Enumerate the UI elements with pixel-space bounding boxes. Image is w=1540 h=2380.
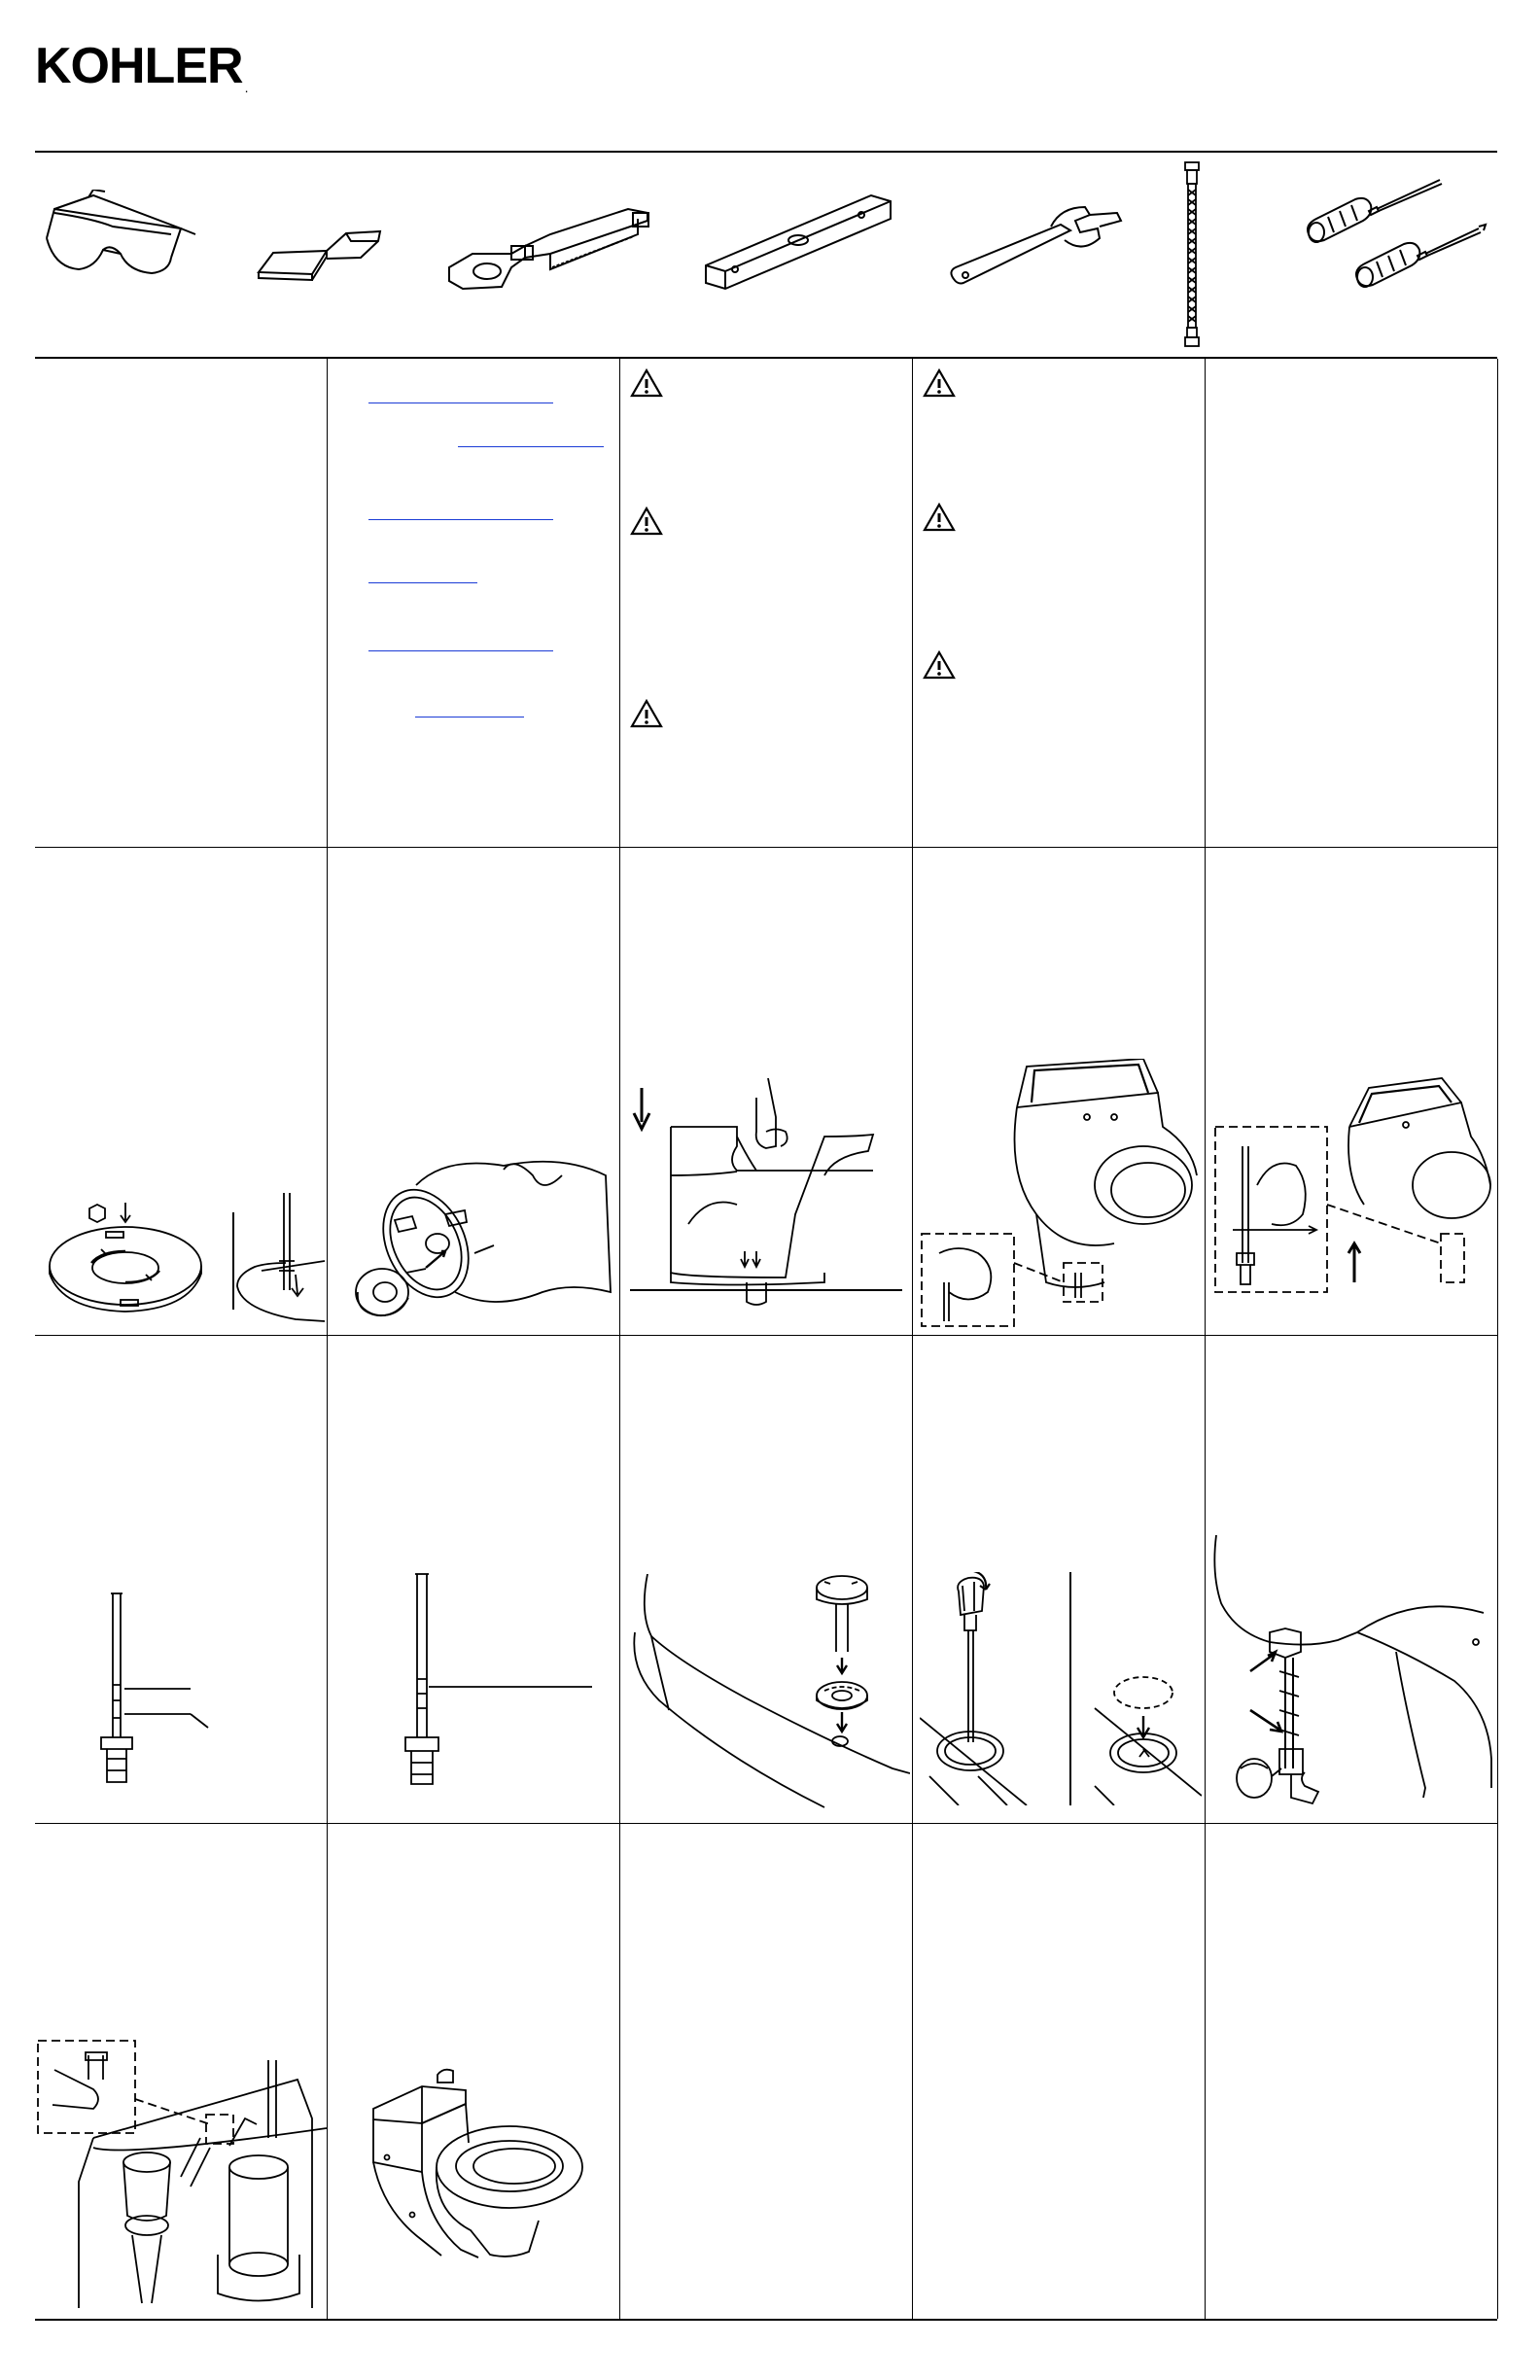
link-2[interactable]: [458, 446, 604, 447]
warning-icon: [630, 368, 663, 398]
warning-icon: [630, 699, 663, 728]
bolt-cut-illustration: [388, 1572, 612, 1786]
wax-ring-illustration: [348, 1137, 620, 1331]
screwdrivers-icon: [1299, 178, 1493, 304]
bolt-measure-illustration: [93, 1592, 268, 1786]
links-panel: [328, 359, 619, 847]
tank-valve-illustration: [35, 2012, 327, 2308]
supply-line-icon: [1177, 160, 1207, 350]
header-rule: [35, 151, 1497, 153]
link-6[interactable]: [415, 717, 524, 718]
warning-icon: [923, 368, 956, 398]
warnings-panel-2: [913, 359, 1205, 847]
finished-toilet-illustration: [364, 2065, 587, 2259]
level-icon: [701, 190, 895, 297]
toilet-bolt-lift-illustration: [1213, 1059, 1495, 1331]
putty-knife-icon: [254, 214, 390, 292]
warnings-panel-1: [620, 359, 912, 847]
warning-icon: [923, 650, 956, 680]
warning-icon: [923, 503, 956, 532]
brand-mark: .: [244, 80, 248, 95]
link-5[interactable]: [368, 650, 553, 651]
kohler-logo: [35, 37, 247, 95]
instruction-grid: [35, 357, 1497, 2321]
adjustable-wrench-icon: [944, 199, 1129, 297]
flange-bolts-illustration: [43, 1173, 325, 1329]
link-3[interactable]: [368, 519, 553, 520]
warning-icon: [630, 507, 663, 536]
toilet-bolt-illustration: [920, 1059, 1202, 1331]
cap-illustration: [920, 1572, 1202, 1805]
tools-row: [35, 160, 1497, 350]
link-4[interactable]: [368, 582, 477, 583]
set-toilet-illustration: [630, 1078, 904, 1321]
safety-glasses-icon: [35, 190, 200, 297]
supply-connection-illustration: [1211, 1535, 1493, 1817]
hacksaw-icon: [443, 199, 657, 306]
seat-bolt-illustration: [630, 1574, 910, 1817]
brand-name: KOHLER: [35, 38, 243, 94]
link-1[interactable]: [368, 402, 553, 403]
